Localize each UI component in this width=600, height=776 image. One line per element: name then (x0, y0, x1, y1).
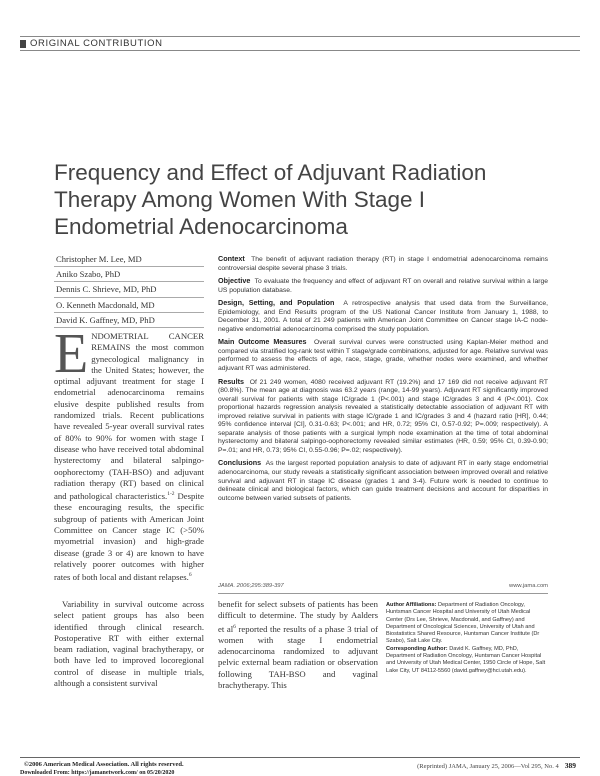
abstract-rule (218, 593, 548, 594)
corresponding-author-label: Corresponding Author: (386, 645, 448, 652)
affiliations (386, 602, 548, 675)
body-middle-column (218, 599, 378, 691)
objective-text: To evaluate the frequency and effect of adjuvant RT on overall and relative survival within a large US population database. (218, 278, 548, 294)
author-affiliations-text: Department of Radiation Oncology, Huntsman Cancer Hospital and University of Utah Medical Center (Drs Lee, Shrieve, Macdonald, and Gaffney) and Department of Oncological Sciences, University of Utah and Biostatistics Shared Resource, Huntsman Cancer Institute (Dr Szabo), Salt Lake City. (386, 602, 540, 645)
footer-rule (20, 757, 580, 758)
reference-superscript: 6 (188, 572, 192, 579)
journal-citation: JAMA. 2006;295:389-397 (218, 583, 284, 589)
abstract-context (218, 255, 548, 273)
objective-label: Objective (218, 276, 251, 286)
paragraph-text: Variability in survival outcome across select patient groups has also been identified through clinical research. Postoperative RT with either external beam radiation, vaginal brachytherapy, or both have led to improved locoregional control of disease in multiple trials, although a consistent survival (54, 599, 204, 689)
article-title: Frequency and Effect of Adjuvant Radiation Therapy Among Women With Stage I Endometrial Adenocarcinoma (54, 160, 487, 239)
context-label: Context (218, 254, 245, 263)
measures-text: Overall survival curves were constructed using Kaplan-Meier method and compared via stratified log-rank test within T stage/grade combinations, adjusted for age. Relative survival was performed to assess the effects of age, race, stage, grade, whether nodes were examined, and whether adjuvant RT was administered. (218, 339, 548, 373)
middle-text-2: reported the results of a phase 3 trial of women with stage I endometrial adenocarcinoma randomized to adjuvant pelvic external beam radiation or observation following TAH-BSO and vaginal brachytherapy. This (218, 623, 379, 690)
author-affiliations-label: Author Affiliations: (386, 602, 437, 608)
corresponding-author-text: David K. Gaffney, MD, PhD, Department of Radiation Oncology, Huntsman Cancer Hospital and University of Utah Medical Center, 1950 Circle of Hope, Salt Lake City, UT 84112-5560 (david.gaffney@hci.utah.edu). (386, 645, 546, 674)
author-name: Christopher M. Lee, MD (54, 252, 204, 267)
results-text: Of 21 249 women, 4080 received adjuvant RT (19.2%) and 17 169 did not receive adjuvant RT (80.8%). The mean age at diagnosis was 63.2 years (range, 14-99 years). Adjuvant RT significantly improved overall survival for patients with stage IC/grade 1 (P<.001) and stage IC/grades 3 and 4 (P<.001). Cox proportional hazards regression analysis revealed a statistically detectable association of adjuvant RT with improved relative survival in patients with stage IC/grade 1 and IC/grades 3 and 4 (hazard ratio [HR], 0.44; 95% confidence interval [CI], 0.31-0.63; P<.001; and HR, 0.72; 95% CI, 0.57-0.92; P=.009; respectively). A separate analysis of those patients with a surgical lymph node examination at the time of total abdominal hysterectomy and bilateral salpingo-oophorectomy revealed similar estimates (HR, 0.59; 95% CI, 0.39-0.90; P=.01; and HR, 0.73; 95% CI, 0.55-0.96; P=.02; respectively). (218, 378, 548, 454)
header-bottom-rule (20, 50, 580, 51)
abstract-measures (218, 338, 548, 373)
section-label: ORIGINAL CONTRIBUTION (30, 38, 163, 49)
middle-text: benefit for select subsets of patients has been difficult to determine. The study by Aalders et al (218, 599, 378, 634)
journal-reference: (Reprinted) JAMA, January 25, 2006—Vol 295, No. 4 (417, 763, 559, 770)
design-label: Design, Setting, and Population (218, 298, 335, 308)
conclusions-text: As the largest reported population analysis to date of adjuvant RT in early stage endometrial adenocarcinoma, our study reveals a statistically significant association between improved overall and relative survival and adjuvant RT in stage IC disease (grades 1 and 3-4). Future work is needed to continue to delineate clinical and biological factors, which can guide treatment decisions and account for disparities in outcome between varied subsets of patients. (218, 460, 548, 502)
abstract-conclusions (218, 459, 548, 503)
citation-line (218, 583, 548, 589)
lead-text-2: Despite these encouraging results, the specific subgroup of patients with American Joint Committee on Cancer stage IC (>50% myometrial invasion) and high-grade disease (grade 3 or 4) are known to have relatively poorer outcomes with higher rates of both local and distant relapses. (54, 491, 204, 583)
author-name: Aniko Szabo, PhD (54, 267, 204, 282)
context-text: The benefit of adjuvant radiation therapy (RT) in stage I endometrial adenocarcinoma remains controversial despite several phase 3 trials. (218, 256, 548, 272)
lead-paragraph (54, 323, 204, 583)
author-name: Dennis C. Shrieve, MD, PhD (54, 282, 204, 297)
footer-journal (417, 761, 576, 770)
reference-superscript: 1-2 (167, 491, 175, 498)
abstract-design (218, 299, 548, 334)
author-name: David K. Gaffney, MD, PhD (54, 313, 204, 328)
conclusions-label: Conclusions (218, 458, 262, 468)
results-label: Results (218, 376, 244, 386)
lead-smallcaps: NDOMETRIAL CANCER REMAINS (91, 331, 204, 353)
author-name: O. Kenneth Macdonald, MD (54, 298, 204, 313)
measures-label: Main Outcome Measures (218, 337, 307, 347)
journal-url[interactable]: www.jama.com (509, 583, 548, 589)
abstract-results (218, 378, 548, 456)
page-number: 389 (564, 761, 576, 770)
copyright: ©2006 American Medical Association. All rights reserved. (24, 761, 184, 768)
abstract (218, 255, 548, 507)
lead-text: the most common gynecological malignancy in the United States; however, the optimal adjuvant treatment for stage I endometrial adenocarcinoma remains elusive despite published results from randomized trials. Recent publications have revealed 5-year overall survival rates of 80% to 90% for women with stage I disease who have received total abdominal hysterectomy and bilateral salpingo-oophorectomy (TAH-BSO) and adjuvant radiation therapy (RT) based on clinical and pathological characteristics. (54, 342, 204, 502)
reference-superscript: 6 (233, 623, 236, 630)
drop-cap: E (54, 323, 89, 385)
body-paragraph-2 (54, 599, 204, 689)
header-top-rule (20, 36, 580, 37)
design-text: A retrospective analysis that used data from the Surveillance, Epidemiology, and End Results program of the US National Cancer Institute from January 1, 1988, to December 31, 2001. A total of 21 249 patients with American Joint Committee on Cancer stage IA-C node-negative endometrial adenocarcinoma comprised the study population. (218, 300, 548, 333)
download-stamp: Downloaded From: https://jamanetwork.com/ on 05/20/2020 (20, 770, 175, 776)
author-list (54, 252, 204, 328)
header-bar (20, 40, 26, 48)
abstract-objective (218, 277, 548, 295)
